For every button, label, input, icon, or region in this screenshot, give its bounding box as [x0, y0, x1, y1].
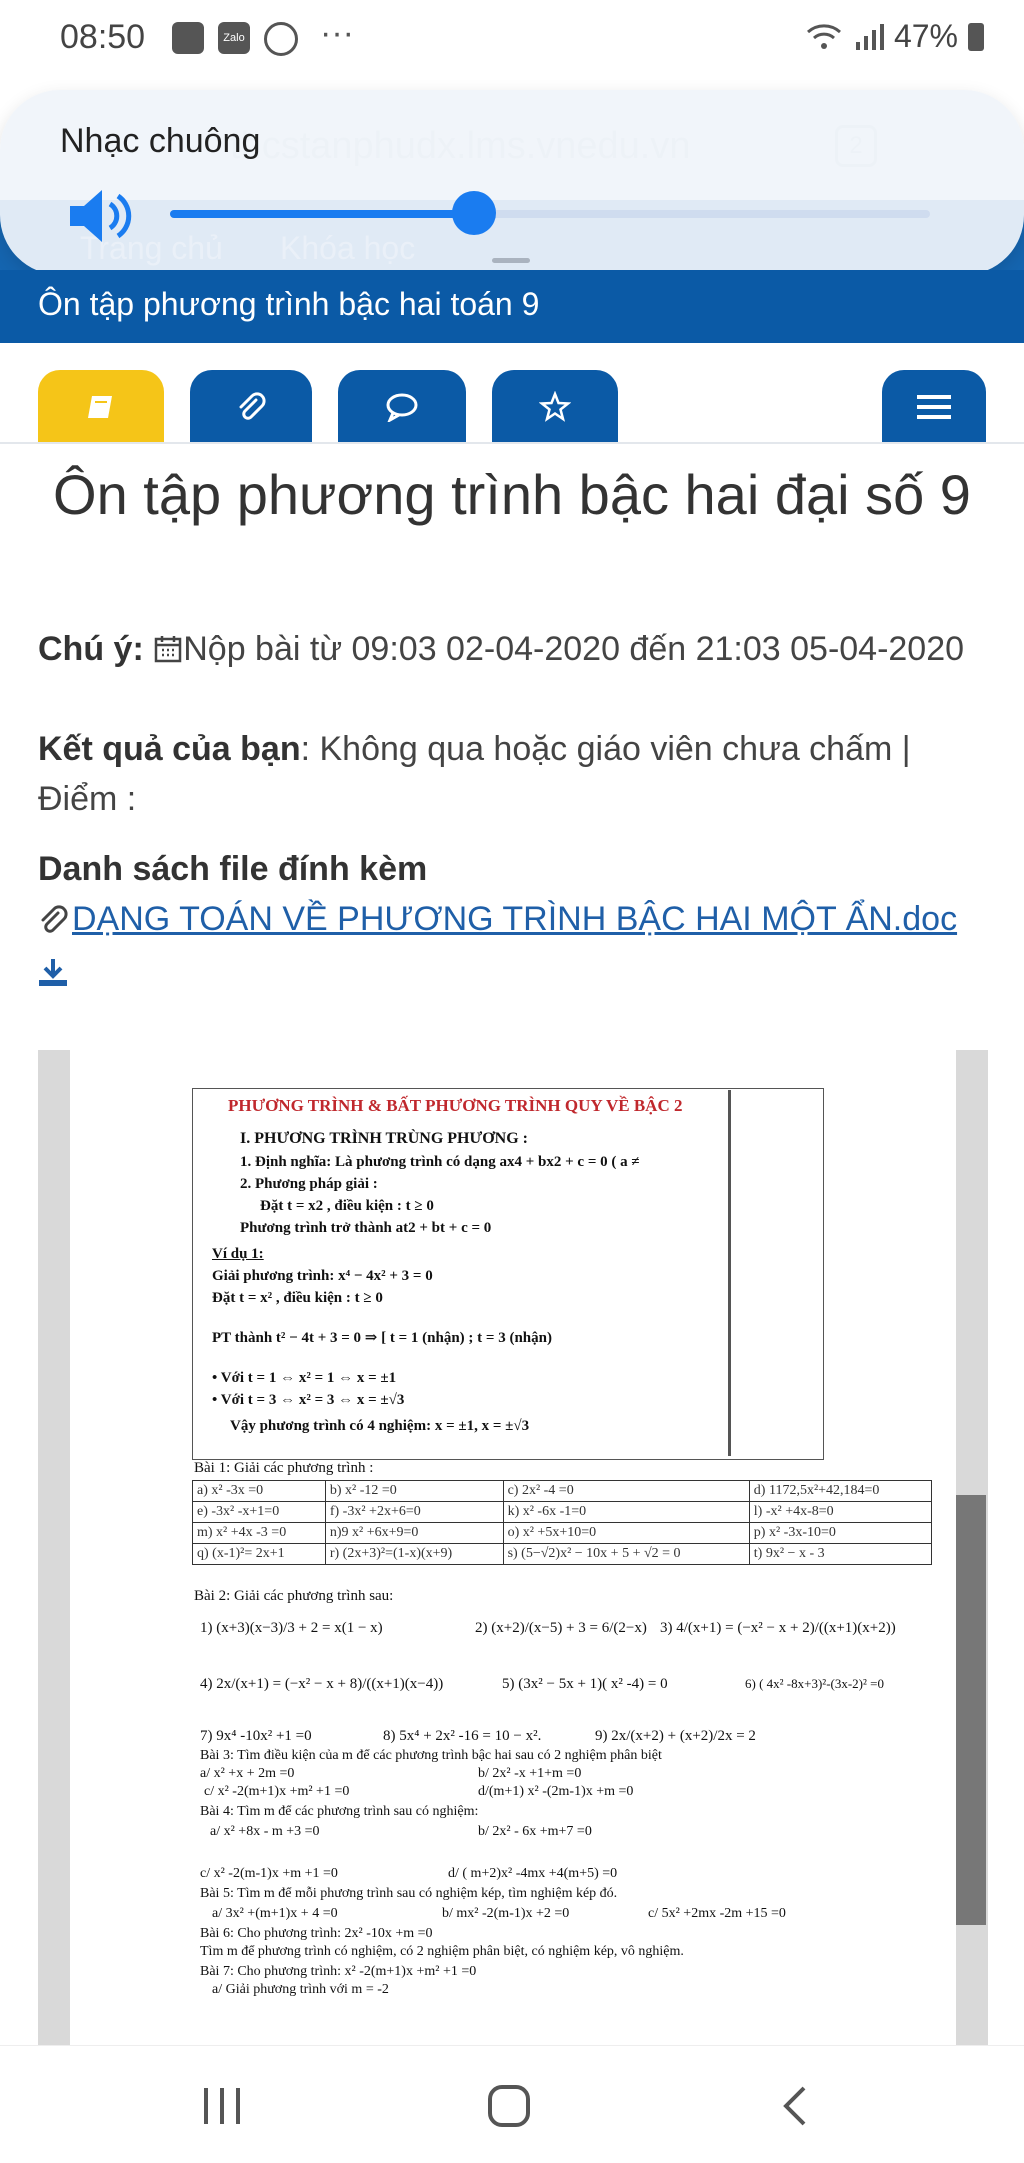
result-label: Kết quả của bạn — [38, 730, 301, 768]
doc-ex2-2: 2) (x+2)/(x−5) + 3 = 6/(2−x) — [475, 1620, 647, 1636]
table-cell: t) 9x² − x - 3 — [749, 1544, 931, 1565]
doc-ex2-4: 4) 2x/(x+1) = (−x² − x + 8)/((x+1)(x−4)) — [200, 1676, 444, 1692]
table-cell: s) (5−√2)x² − 10x + 5 + √2 = 0 — [503, 1544, 749, 1565]
status-bar — [0, 0, 1024, 80]
tab-book[interactable] — [38, 370, 164, 443]
doc-ex3-a: a/ x² +x + 2m =0 — [200, 1766, 295, 1781]
chrome-icon — [264, 22, 298, 56]
doc-ex4-a: a/ x² +8x - m +3 =0 — [210, 1824, 320, 1839]
course-header — [0, 270, 1024, 343]
doc-example-5: • Với t = 3 ⇔ x² = 3 ⇔ x = ±√3 — [212, 1392, 405, 1408]
deadline-note — [38, 624, 998, 674]
panel-handle[interactable] — [492, 258, 530, 263]
doc-exercise-2: Bài 2: Giải các phương trình sau: — [194, 1588, 394, 1604]
volume-label: Nhạc chuông — [60, 122, 261, 160]
table-cell: p) x² -3x-10=0 — [749, 1523, 931, 1544]
table-cell: l) -x² +4x-8=0 — [749, 1502, 931, 1523]
signal-icon — [854, 22, 884, 52]
table-cell: b) x² -12 =0 — [325, 1481, 503, 1502]
doc-heading: PHƯƠNG TRÌNH & BẤT PHƯƠNG TRÌNH QUY VỀ BẬC 2 — [228, 1096, 683, 1115]
theory-box-rule — [728, 1090, 731, 1456]
table-cell: d) 1172,5x²+42,184=0 — [749, 1481, 931, 1502]
gallery-icon — [172, 22, 204, 54]
doc-ex5-a: a/ 3x² +(m+1)x + 4 =0 — [212, 1906, 338, 1921]
result-text: : Không qua hoặc giáo viên chưa chấm | Điểm : — [38, 730, 911, 818]
volume-fill — [170, 210, 474, 218]
battery-icon — [968, 23, 984, 51]
doc-exercise-7: Bài 7: Cho phương trình: x² -2(m+1)x +m² +1 =0 — [200, 1964, 477, 1979]
table-cell: o) x² +5x+10=0 — [503, 1523, 749, 1544]
book-icon — [86, 394, 116, 420]
doc-definition: 1. Định nghĩa: Là phương trình có dạng ax4 + bx2 + c = 0 ( a ≠ — [240, 1154, 640, 1170]
attachment-row — [38, 900, 957, 939]
note-text: Nộp bài từ 09:03 02-04-2020 đến 21:03 05-04-2020 — [183, 630, 965, 668]
hamburger-icon — [917, 393, 951, 421]
doc-exercise-5: Bài 5: Tìm m để mỗi phương trình sau có nghiệm kép, tìm nghiệm kép đó. — [200, 1886, 618, 1901]
tab-divider — [0, 442, 1024, 444]
tab-menu[interactable] — [882, 370, 986, 443]
doc-ex2-9: 9) 2x/(x+2) + (x+2)/2x = 2 — [595, 1728, 756, 1744]
doc-section1: I. PHƯƠNG TRÌNH TRÙNG PHƯƠNG : — [240, 1130, 529, 1147]
page-title: Ôn tập phương trình bậc hai đại số 9 — [53, 463, 971, 526]
doc-example-6: Vậy phương trình có 4 nghiệm: x = ±1, x = ±√3 — [230, 1418, 530, 1434]
result-line — [38, 724, 998, 824]
calendar-icon — [153, 634, 183, 664]
home-icon[interactable] — [487, 2084, 531, 2128]
course-header-title: Ôn tập phương trình bậc hai toán 9 — [38, 286, 540, 322]
paperclip-icon — [236, 392, 266, 422]
exercise-table — [192, 1480, 932, 1565]
doc-method: 2. Phương pháp giải : — [240, 1176, 378, 1192]
wifi-icon — [804, 22, 844, 52]
doc-ex3-c: c/ x² -2(m+1)x +m² +1 =0 — [204, 1784, 350, 1799]
volume-slider-thumb[interactable] — [452, 191, 496, 235]
tab-attachments[interactable] — [190, 370, 312, 443]
doc-example-2: Đặt t = x² , điều kiện : t ≥ 0 — [212, 1290, 383, 1306]
doc-ex2-3: 3) 4/(x+1) = (−x² − x + 2)/((x+1)(x+2)) — [660, 1620, 896, 1636]
tab-favorite[interactable] — [492, 370, 618, 443]
table-cell: r) (2x+3)²=(1-x)(x+9) — [325, 1544, 503, 1565]
table-row — [193, 1502, 932, 1523]
doc-exercise-6: Bài 6: Cho phương trình: 2x² -10x +m =0 — [200, 1926, 433, 1941]
doc-ex6-a: Tìm m để phương trình có nghiệm, có 2 nghiệm phân biệt, có nghiệm kép, vô nghiệm. — [200, 1944, 684, 1959]
table-row — [193, 1481, 932, 1502]
doc-exercise-3: Bài 3: Tìm điều kiện của m để các phương trình bậc hai sau có 2 nghiệm phân biệt — [200, 1748, 662, 1763]
document-scrollbar[interactable] — [956, 1495, 986, 1925]
table-row — [193, 1523, 932, 1544]
doc-example-title: Ví dụ 1: — [212, 1246, 264, 1262]
doc-example-4: • Với t = 1 ⇔ x² = 1 ⇔ x = ±1 — [212, 1370, 397, 1386]
table-cell: k) x² -6x -1=0 — [503, 1502, 749, 1523]
document-page — [70, 1050, 956, 2050]
attachments-heading: Danh sách file đính kèm — [38, 850, 428, 888]
table-cell: c) 2x² -4 =0 — [503, 1481, 749, 1502]
doc-exercise-4: Bài 4: Tìm m để các phương trình sau có nghiệm: — [200, 1804, 479, 1819]
doc-substitution: Đặt t = x2 , điều kiện : t ≥ 0 — [260, 1198, 434, 1214]
note-label: Chú ý: — [38, 630, 144, 668]
doc-ex2-6: 6) ( 4x² -8x+3)²-(3x-2)² =0 — [745, 1676, 884, 1691]
attachment-link[interactable]: DẠNG TOÁN VỀ PHƯƠNG TRÌNH BẬC HAI MỘT ẨN.doc — [72, 900, 958, 938]
doc-ex3-b: b/ 2x² -x +1+m =0 — [478, 1766, 582, 1781]
table-cell: f) -3x² +2x+6=0 — [325, 1502, 503, 1523]
doc-example-3: PT thành t² − 4t + 3 = 0 ⇒ [ t = 1 (nhận) ; t = 3 (nhận) — [212, 1330, 552, 1346]
doc-ex5-b: b/ mx² -2(m-1)x +2 =0 — [442, 1906, 570, 1921]
doc-ex4-d: d/ ( m+2)x² -4mx +4(m+5) =0 — [448, 1866, 618, 1881]
doc-ex3-d: d/(m+1) x² -(2m-1)x +m =0 — [478, 1784, 634, 1799]
table-row — [193, 1544, 932, 1565]
doc-example-1: Giải phương trình: x⁴ − 4x² + 3 = 0 — [212, 1268, 433, 1284]
table-cell: n)9 x² +6x+9=0 — [325, 1523, 503, 1544]
back-icon[interactable] — [780, 2084, 810, 2128]
doc-ex5-c: c/ 5x² +2mx -2m +15 =0 — [648, 1906, 786, 1921]
comment-icon — [385, 392, 419, 422]
battery-percent: 47% — [893, 18, 958, 54]
doc-exercise-1: Bài 1: Giải các phương trình : — [194, 1460, 374, 1476]
zalo-icon: Zalo — [218, 22, 250, 54]
table-cell: m) x² +4x -3 =0 — [193, 1523, 326, 1544]
doc-transformed: Phương trình trở thành at2 + bt + c = 0 — [240, 1220, 492, 1236]
volume-panel — [0, 90, 1024, 275]
doc-ex7-a: a/ Giải phương trình với m = -2 — [212, 1982, 389, 1997]
doc-ex2-5: 5) (3x² − 5x + 1)( x² -4) = 0 — [502, 1676, 668, 1692]
status-time: 08:50 — [60, 18, 146, 56]
table-cell: e) -3x² -x+1=0 — [193, 1502, 326, 1523]
status-right — [804, 18, 984, 55]
android-nav-bar — [0, 2045, 1024, 2163]
doc-ex2-7: 7) 9x⁴ -10x² +1 =0 — [200, 1728, 312, 1744]
table-cell: a) x² -3x =0 — [193, 1481, 326, 1502]
doc-ex4-b: b/ 2x² - 6x +m+7 =0 — [478, 1824, 592, 1839]
download-icon[interactable] — [36, 955, 70, 989]
speaker-icon[interactable] — [66, 186, 136, 246]
doc-ex4-c: c/ x² -2(m-1)x +m +1 =0 — [200, 1866, 338, 1881]
star-icon — [539, 391, 571, 423]
tab-comments[interactable] — [338, 370, 466, 443]
more-notifications-icon: ··· — [320, 14, 354, 52]
doc-ex2-1: 1) (x+3)(x−3)/3 + 2 = x(1 − x) — [200, 1620, 383, 1636]
doc-ex2-8: 8) 5x⁴ + 2x² -16 = 10 − x². — [383, 1728, 542, 1744]
table-cell: q) (x-1)²= 2x+1 — [193, 1544, 326, 1565]
paperclip-icon — [38, 905, 68, 935]
recent-apps-icon[interactable] — [200, 2086, 244, 2126]
